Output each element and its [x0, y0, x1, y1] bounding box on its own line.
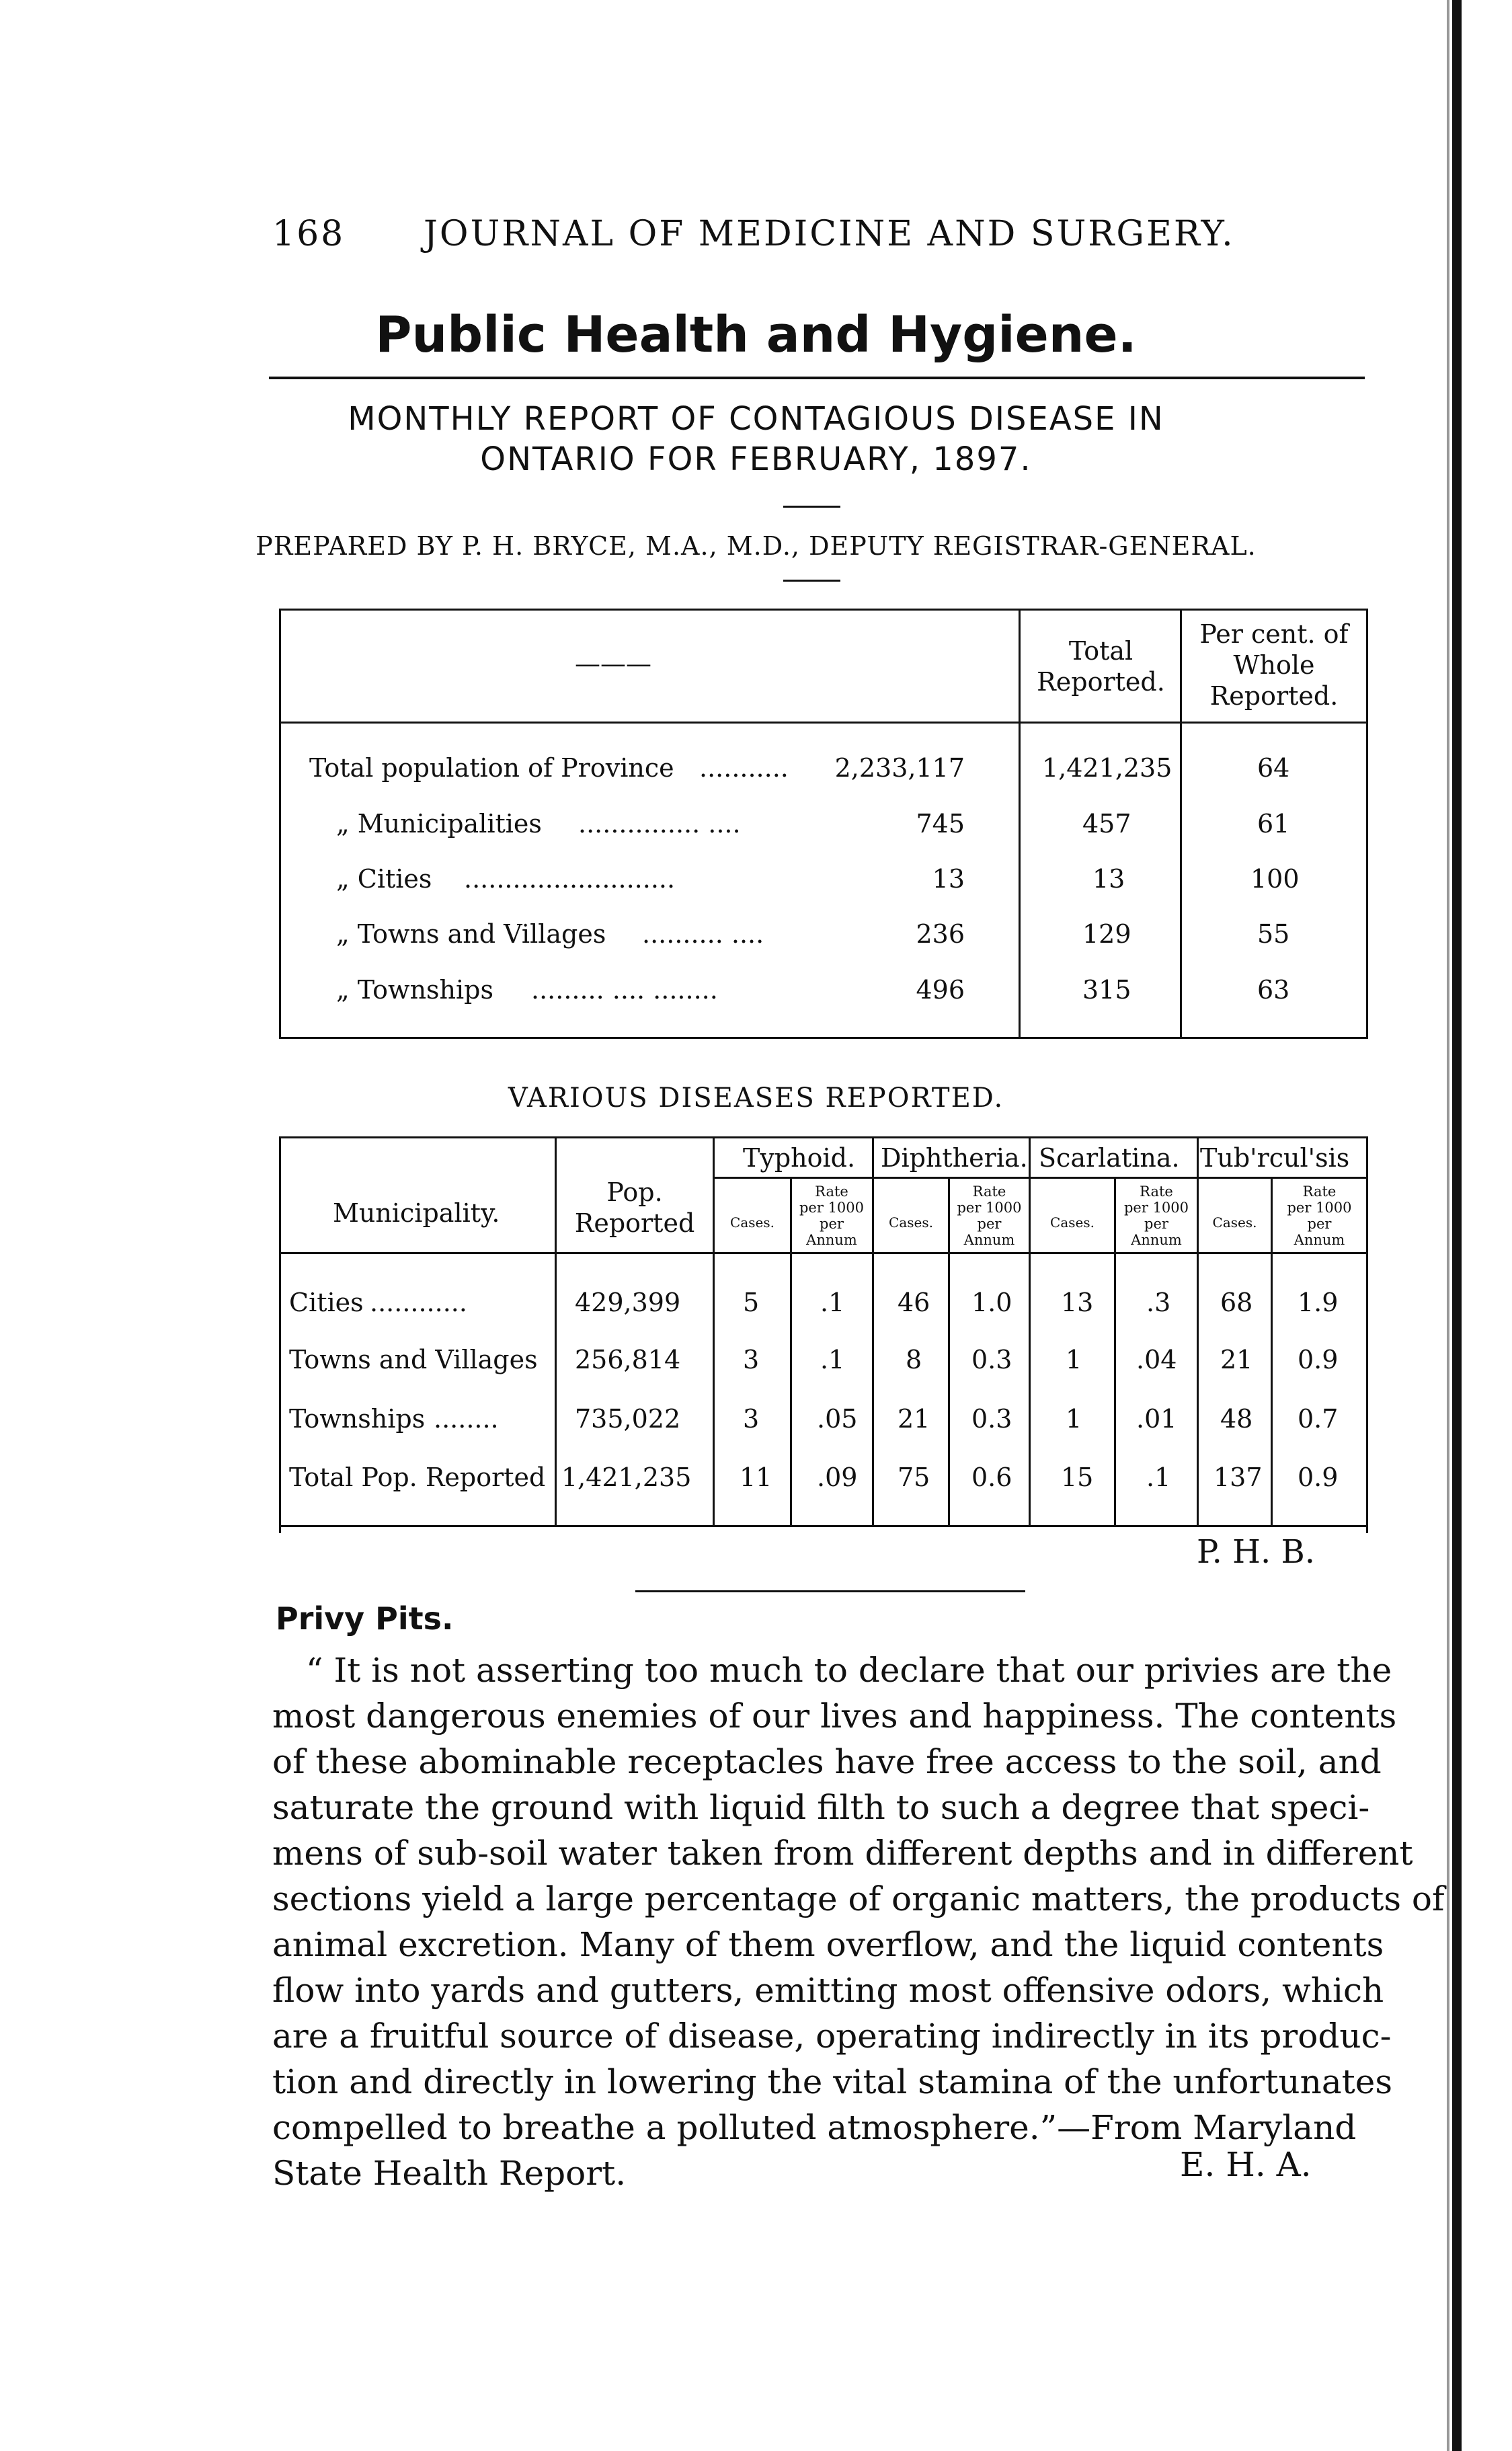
article-title: Privy Pits.: [276, 1600, 454, 1637]
row-reported: 129: [1082, 919, 1131, 949]
typhoid-cases: 5: [743, 1288, 760, 1317]
rate-line3: per: [1144, 1216, 1168, 1232]
row-leader: .......... ....: [642, 919, 764, 949]
diphtheria-rate: 0.6: [971, 1463, 1012, 1492]
rate-line1: Rate: [1140, 1183, 1173, 1200]
row-percent: 64: [1257, 753, 1290, 783]
scarlatina-cases: 1: [1066, 1404, 1082, 1434]
column-divider: [1029, 1136, 1031, 1526]
municipality-name: Townships: [289, 1404, 426, 1434]
article-line: “ It is not asserting too much to declare that our privies are the: [306, 1651, 1392, 1690]
header-typhoid: Typhoid.: [743, 1143, 856, 1173]
report-title-line1: MONTHLY REPORT OF CONTAGIOUS DISEASE IN: [348, 400, 1164, 438]
column-divider-total: [1019, 609, 1021, 1039]
population-table: [279, 609, 1368, 1039]
tuberculosis-cases: 68: [1220, 1288, 1253, 1317]
column-divider: [1197, 1136, 1199, 1526]
subheader-rate: [950, 1183, 1029, 1248]
row-label: „ Towns and Villages: [336, 919, 606, 949]
disease-name-rule: [713, 1177, 1368, 1179]
header-scarlatina: Scarlatina.: [1039, 1143, 1180, 1173]
column-divider: [872, 1136, 874, 1526]
report-signature: P. H. B.: [1197, 1533, 1315, 1571]
column-divider: [713, 1136, 715, 1526]
table-border-right: [1366, 609, 1368, 1039]
table-border-left: [279, 1136, 281, 1533]
row-label: Total population of Province: [309, 753, 674, 783]
page-number: 168: [272, 214, 346, 254]
diphtheria-cases: 21: [898, 1404, 930, 1434]
pop-reported: 429,399: [575, 1288, 681, 1317]
municipality-leader: ........: [434, 1404, 499, 1434]
table-border-top: [279, 609, 1368, 611]
binding-edge: [1452, 0, 1462, 2451]
row-label: „ Municipalities: [336, 809, 542, 839]
row-reported: 315: [1082, 975, 1131, 1005]
header-percent-line1: Per cent. of: [1199, 619, 1349, 649]
diphtheria-rate: 0.3: [971, 1404, 1012, 1434]
article-signature: E. H. A.: [1180, 2145, 1312, 2184]
header-pop-reported: [557, 1177, 713, 1239]
article-line: animal excretion. Many of them overflow, and the liquid contents: [272, 1925, 1384, 1964]
header-rule: [279, 1252, 1368, 1254]
subheader-cases: Cases.: [1212, 1214, 1257, 1231]
row-leader: ......... .... ........: [531, 975, 718, 1005]
journal-title: JOURNAL OF MEDICINE AND SURGERY.: [424, 214, 1235, 254]
prepared-by: PREPARED BY P. H. BRYCE, M.A., M.D., DEPUTY REGISTRAR-GENERAL.: [255, 531, 1257, 561]
diphtheria-cases: 75: [898, 1463, 930, 1492]
header-pop-line2: Reported: [574, 1208, 695, 1238]
rate-line1: Rate: [1302, 1183, 1337, 1200]
row-leader: ............... ....: [578, 809, 741, 839]
rate-line2: per 1000: [799, 1200, 865, 1216]
municipality-name: Cities: [289, 1288, 364, 1317]
header-total-line2: Reported.: [1037, 667, 1165, 697]
section-title: Public Health and Hygiene.: [375, 306, 1137, 364]
article-line: mens of sub-soil water taken from different depths and in different: [272, 1834, 1413, 1873]
row-leader: ..........................: [464, 864, 676, 894]
row-reported: 457: [1082, 809, 1131, 839]
row-value: 745: [916, 809, 965, 839]
typhoid-cases: 3: [743, 1404, 760, 1434]
row-value: 496: [916, 975, 965, 1005]
title-short-rule: [783, 506, 840, 508]
typhoid-rate: .09: [817, 1463, 858, 1492]
article-line: tion and directly in lowering the vital stamina of the unfortunates: [272, 2062, 1392, 2101]
article-line: compelled to breathe a polluted atmosphere.”—From Maryland: [272, 2108, 1357, 2147]
row-value: 236: [916, 919, 965, 949]
rate-line1: Rate: [815, 1183, 848, 1200]
pop-reported: 1,421,235: [561, 1463, 692, 1492]
typhoid-rate: .1: [820, 1288, 845, 1317]
rate-line3: per: [820, 1216, 844, 1232]
subheader-cases: Cases.: [1050, 1214, 1095, 1231]
rate-line2: per 1000: [957, 1200, 1022, 1216]
tuberculosis-cases: 48: [1220, 1404, 1253, 1434]
scarlatina-cases: 15: [1061, 1463, 1094, 1492]
rate-line4: Annum: [963, 1232, 1015, 1248]
row-label: „ Cities: [336, 864, 432, 894]
diphtheria-rate: 0.3: [971, 1345, 1012, 1374]
header-pop-line1: Pop.: [606, 1177, 663, 1207]
typhoid-cases: 11: [740, 1463, 772, 1492]
scarlatina-rate: .1: [1146, 1463, 1171, 1492]
article-line: most dangerous enemies of our lives and happiness. The contents: [272, 1697, 1397, 1736]
column-divider-percent: [1180, 609, 1182, 1039]
tuberculosis-rate: 0.7: [1298, 1404, 1339, 1434]
rate-line3: per: [977, 1216, 1002, 1232]
subheader-cases: Cases.: [730, 1214, 774, 1231]
article-line: of these abominable receptacles have free access to the soil, and: [272, 1742, 1382, 1781]
typhoid-rate: .05: [817, 1404, 858, 1434]
header-tuberculosis: Tub'rcul'sis: [1200, 1143, 1350, 1173]
diphtheria-rate: 1.0: [971, 1288, 1012, 1317]
tuberculosis-rate: 0.9: [1298, 1345, 1339, 1374]
rate-line4: Annum: [806, 1232, 857, 1248]
table-border-left: [279, 609, 281, 1039]
header-percent-line3: Reported.: [1209, 681, 1339, 711]
diseases-table: [279, 1136, 1368, 1533]
article-line: State Health Report.: [272, 2154, 627, 2193]
scarlatina-cases: 13: [1061, 1288, 1094, 1317]
header-rule: [279, 722, 1368, 724]
prepared-short-rule: [783, 580, 840, 582]
row-reported: 1,421,235: [1042, 753, 1172, 783]
subheader-rate: [1273, 1183, 1366, 1248]
row-percent: 100: [1250, 864, 1300, 894]
table-border-bottom: [279, 1525, 1368, 1527]
article-line: are a fruitful source of disease, operating indirectly in its produc-: [272, 2017, 1392, 2056]
row-leader: ...........: [699, 753, 789, 783]
diphtheria-cases: 46: [898, 1288, 930, 1317]
rate-line2: per 1000: [1123, 1200, 1189, 1216]
tuberculosis-rate: 0.9: [1298, 1463, 1339, 1492]
header-percent-reported: [1183, 619, 1365, 711]
header-diphtheria: Diphtheria.: [881, 1143, 1028, 1173]
tuberculosis-cases: 137: [1213, 1463, 1263, 1492]
row-value: 13: [932, 864, 965, 894]
pop-reported: 256,814: [575, 1345, 681, 1374]
diphtheria-cases: 8: [906, 1345, 922, 1374]
typhoid-cases: 3: [743, 1345, 760, 1374]
scarlatina-rate: .01: [1136, 1404, 1177, 1434]
row-percent: 61: [1257, 809, 1290, 839]
header-percent-line2: Whole: [1233, 650, 1315, 680]
signature-rule: [635, 1590, 1025, 1592]
row-percent: 63: [1257, 975, 1290, 1005]
header-total-reported: [1022, 635, 1180, 697]
report-title-line2: ONTARIO FOR FEBRUARY, 1897.: [480, 440, 1032, 478]
tuberculosis-cases: 21: [1220, 1345, 1253, 1374]
rate-line2: per 1000: [1287, 1200, 1352, 1216]
rate-line3: per: [1307, 1216, 1332, 1232]
rate-line4: Annum: [1294, 1232, 1345, 1248]
article-line: sections yield a large percentage of organic matters, the products of: [272, 1879, 1445, 1918]
pop-reported: 735,022: [575, 1404, 681, 1434]
article-line: flow into yards and gutters, emitting most offensive odors, which: [272, 1971, 1384, 2010]
scarlatina-rate: .04: [1136, 1345, 1177, 1374]
rate-line4: Annum: [1131, 1232, 1182, 1248]
header-municipality: Municipality.: [333, 1198, 500, 1228]
typhoid-rate: .1: [820, 1345, 845, 1374]
rate-line1: Rate: [972, 1183, 1006, 1200]
row-reported: 13: [1092, 864, 1125, 894]
diseases-title: VARIOUS DISEASES REPORTED.: [508, 1083, 1004, 1114]
scarlatina-rate: .3: [1146, 1288, 1171, 1317]
article-line: saturate the ground with liquid filth to such a degree that speci-: [272, 1788, 1370, 1827]
scarlatina-cases: 1: [1066, 1345, 1082, 1374]
header-dash: ———: [575, 649, 651, 678]
subheader-rate: [1116, 1183, 1197, 1248]
row-value: 2,233,117: [834, 753, 965, 783]
table-border-top: [279, 1136, 1368, 1138]
article-body: [272, 1647, 1445, 2196]
municipality-name: Towns and Villages: [289, 1345, 538, 1374]
table-border-bottom: [279, 1037, 1368, 1039]
page-edge-shadow: [1447, 0, 1449, 2451]
table-border-right: [1366, 1136, 1368, 1533]
subheader-cases: Cases.: [889, 1214, 933, 1231]
row-percent: 55: [1257, 919, 1290, 949]
subheader-rate: [792, 1183, 871, 1248]
municipality-name: Total Pop. Reported: [289, 1463, 546, 1492]
section-rule: [269, 377, 1365, 379]
municipality-leader: ............: [370, 1288, 467, 1317]
row-label: „ Townships: [336, 975, 493, 1005]
tuberculosis-rate: 1.9: [1298, 1288, 1339, 1317]
header-total-line1: Total: [1068, 636, 1133, 666]
